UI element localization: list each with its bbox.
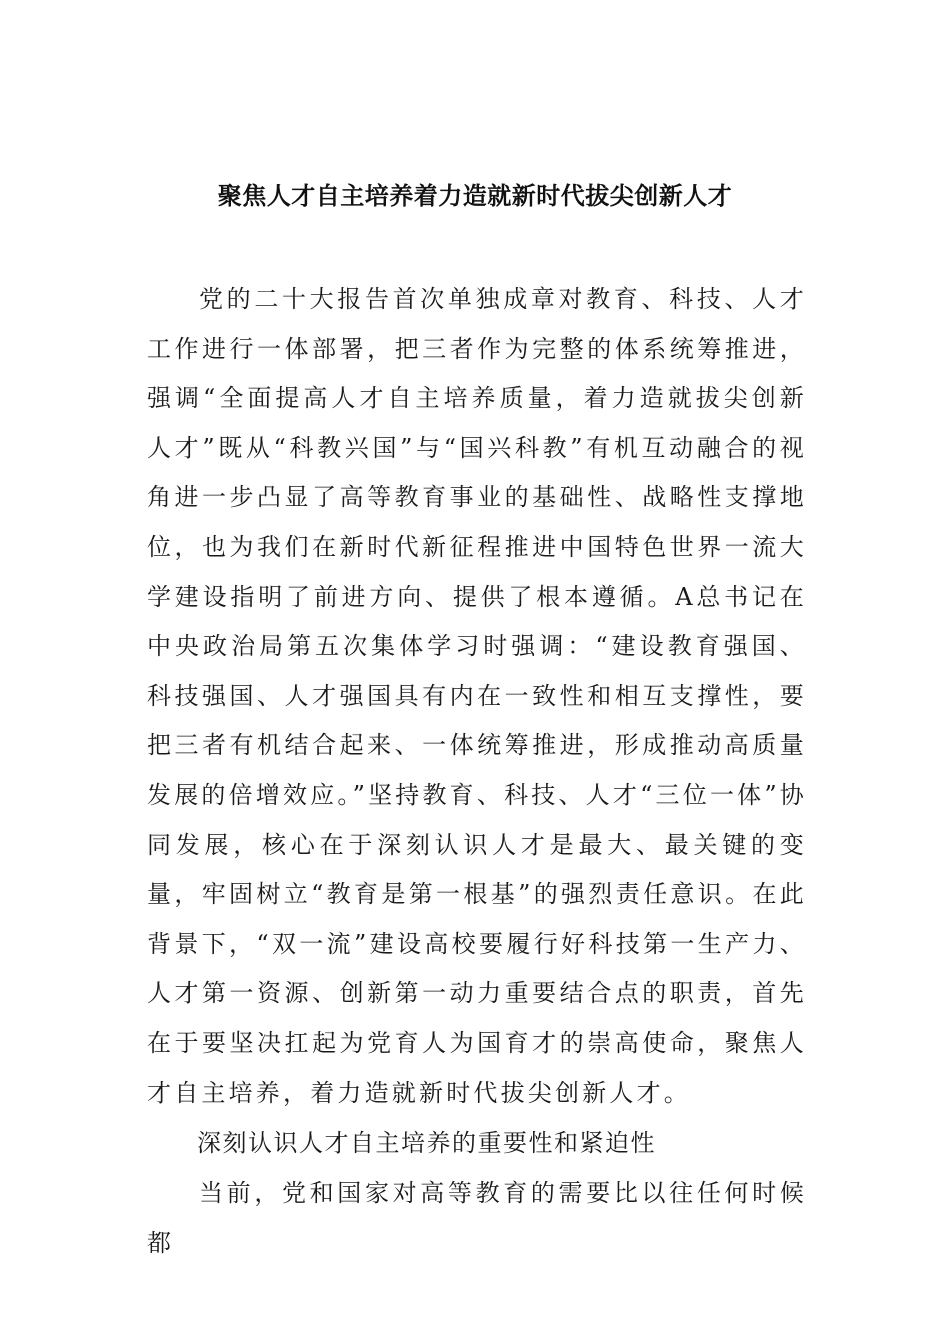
- section-heading: 深刻认识人才自主培养的重要性和紧迫性: [197, 1129, 656, 1157]
- document-title: 聚焦人才自主培养着力造就新时代拔尖创新人才: [217, 182, 733, 211]
- body-paragraph-1: 党的二十大报告首次单独成章对教育、科技、人才工作进行一体部署，把三者作为完整的体系统筹推进，强调“全面提高人才自主培养质量，着力造就拔尖创新人才”既从“科教兴国”与“国兴科教”有机互动融合的视角进一步凸显了高等教育事业的基础性、战略性支撑地位，也为我们在新时代新征程推进中国特色世界一流大学建设指明了前进方向、提供了根本遵循。A总书记在中央政治局第五次集体学习时强调：“建设教育强国、科技强国、人才强国具有内在一致性和相互支撑性，要把三者有机结合起来、一体统筹推进，形成推动高质量发展的倍增效应。”坚持教育、科技、人才“三位一体”协同发展，核心在于深刻认识人才是最大、最关键的变量，牢固树立“教育是第一根基”的强烈责任意识。在此背景下，“双一流”建设高校要履行好科技第一生产力、人才第一资源、创新第一动力重要结合点的职责，首先在于要坚决扛起为党育人为国育才的崇高使命，聚焦人才自主培养，着力造就新时代拔尖创新人才。: [147, 285, 808, 1107]
- section-paragraph: 当前，党和国家对高等教育的需要比以往任何时候都: [147, 1179, 807, 1257]
